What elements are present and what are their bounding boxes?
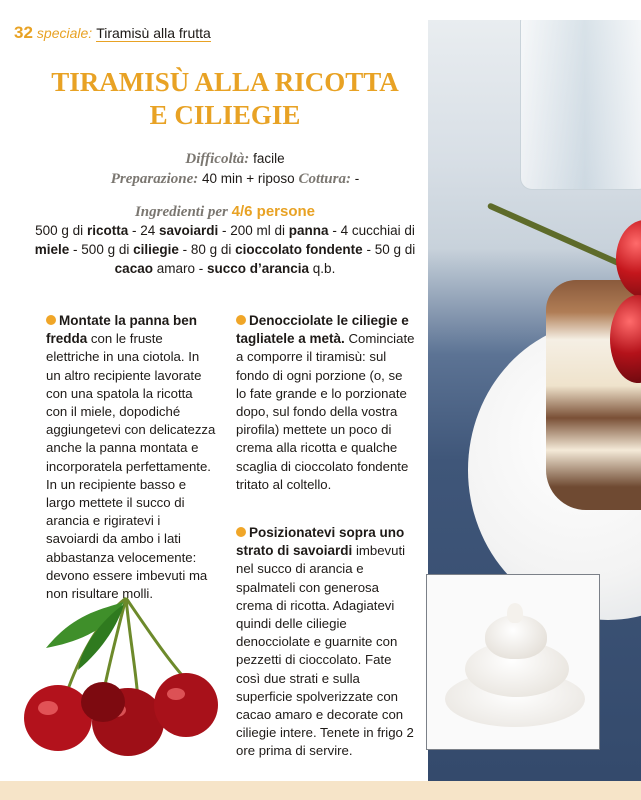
bullet-dot-icon xyxy=(236,527,246,537)
step-1-text: con le fruste elettriche in una ciotola. In un altro recipiente lavorate con una spatola la ricotta con il miele, dopodiché aggiungetevi con delicatezza anche la panna montata e incorporatela perfettamente. In un recipiente basso e largo mettete il succo di arancia e rigiratevi i savoiardi da ambo i lati abbastanza velocemente: devono essere imbevuti ma non risultare molli. xyxy=(46,331,216,602)
cook-label: Cottura: xyxy=(298,171,351,187)
bottom-band xyxy=(0,781,641,800)
time-row xyxy=(20,169,450,189)
prep-label: Preparazione: xyxy=(110,171,199,187)
ingredient-quantity: 80 g di xyxy=(190,242,236,257)
ingredient-suffix: amaro xyxy=(152,261,195,276)
page-number: 32 xyxy=(14,23,33,42)
ingredient-name: succo d’arancia xyxy=(206,261,310,276)
title-line-1: TIRAMISÙ ALLA RICOTTA xyxy=(51,67,399,97)
ingredient-quantity: 50 g di xyxy=(374,242,416,257)
page-header xyxy=(14,23,211,43)
ingredients-heading-text: Ingredienti per xyxy=(134,204,228,220)
ingredient-quantity: 200 ml di xyxy=(230,223,289,238)
cream-shape xyxy=(507,603,523,623)
step-3-lead: Posizionatevi sopra uno strato di savoiardi xyxy=(236,525,405,559)
ingredient-suffix: q.b. xyxy=(309,261,336,276)
bullet-dot-icon xyxy=(236,315,246,325)
difficulty-label: Difficoltà: xyxy=(185,151,250,167)
step-2 xyxy=(236,312,416,494)
cook-value: - xyxy=(354,171,360,186)
ingredients-heading xyxy=(20,203,430,221)
ingredient-name: panna xyxy=(288,223,329,238)
ingredient-name: ciliegie xyxy=(133,242,179,257)
step-3-text: imbevuti nel succo di arancia e spalmateli con generosa crema di ricotta. Adagiatevi quindi delle ciliegie denocciolate e guarnite con pezzetti di cioccolato. Fate così due strati e sulla superficie spolverizzate con cacao amaro e decorate con ciliegie intere. Tenete in frigo 2 ore prima di servire. xyxy=(236,543,414,759)
step-3 xyxy=(236,524,416,761)
cherries-illustration xyxy=(18,590,228,765)
ingredients-persons: 4/6 persone xyxy=(231,203,316,220)
step-2-text: Cominciate a comporre il tiramisù: sul fondo di ogni porzione (o, se lo fate grande e lo porzionate dopo, sul fondo della vostra pirofila) mettete un poco di crema alla ricotta e qualche scaglia di cioccolato fondente tritato al coltello. xyxy=(236,331,415,492)
ingredient-name: cioccolato fondente xyxy=(235,242,363,257)
ingredient-quantity: 24 xyxy=(140,223,159,238)
section-label: speciale: xyxy=(36,25,93,41)
ingredient-quantity: 4 cucchiai di xyxy=(340,223,415,238)
ingredient-name: ricotta xyxy=(86,223,129,238)
recipe-meta xyxy=(20,149,450,189)
ingredient-name: miele xyxy=(34,242,70,257)
bullet-dot-icon xyxy=(46,315,56,325)
step-1-lead: Montate la panna ben fredda xyxy=(46,313,198,347)
step-1 xyxy=(46,312,216,603)
ingredient-quantity: 500 g di xyxy=(81,242,134,257)
difficulty-value: facile xyxy=(253,151,285,166)
prep-value: 40 min + riposo xyxy=(202,171,295,186)
difficulty-row xyxy=(20,149,450,169)
glass-shape xyxy=(520,20,641,190)
running-title: Tiramisù alla frutta xyxy=(96,25,211,41)
ingredients-list: 500 g di ricotta - 24 savoiardi - 200 ml di panna - 4 cucchiai di miele - 500 g di ciliegie - 80 g di cioccolato fondente - 50 g di cacao amaro - succo d’arancia q.b. xyxy=(34,223,416,276)
title-line-2: E CILIEGIE xyxy=(149,100,301,130)
recipe-title xyxy=(20,66,430,132)
whipped-cream-photo xyxy=(426,574,600,750)
ingredient-quantity: 500 g di xyxy=(35,223,87,238)
ingredient-name: cacao xyxy=(114,261,153,276)
step-2-lead: Denocciolate le ciliegie e tagliatele a metà. xyxy=(236,313,409,347)
ingredient-name: savoiardi xyxy=(158,223,219,238)
